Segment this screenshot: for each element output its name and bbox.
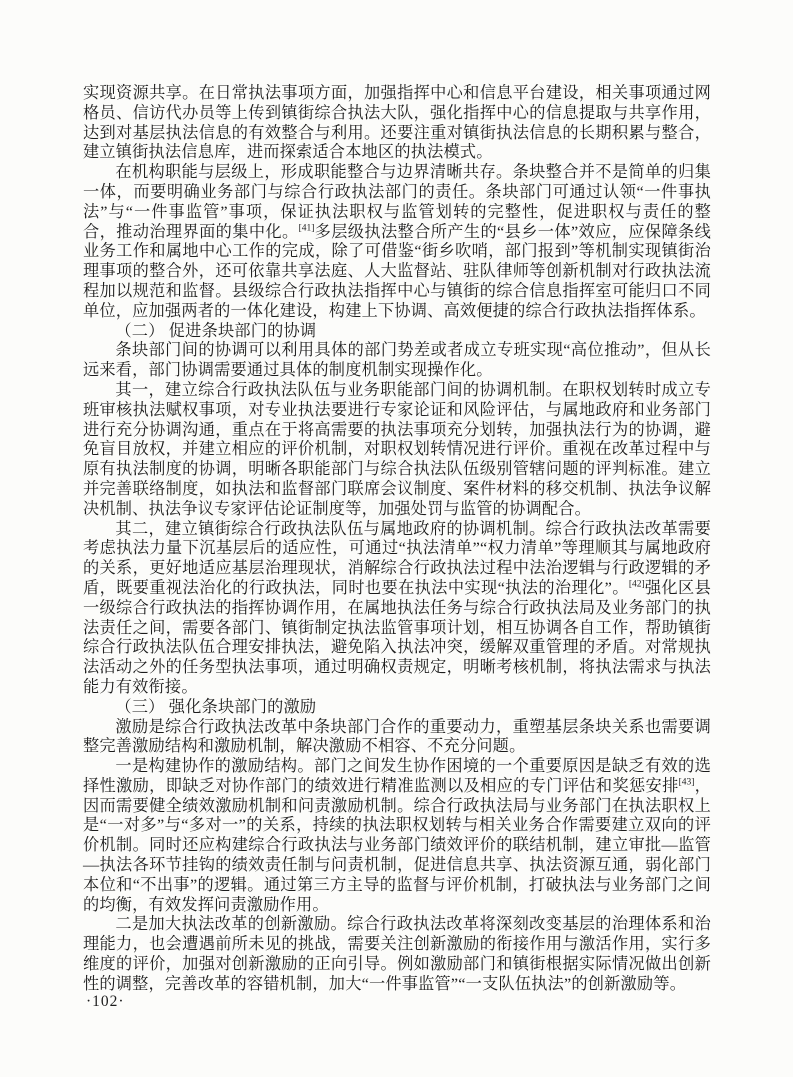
paragraph: 其二，建立镇街综合行政执法队伍与属地政府的协调机制。综合行政执法改革需要考虑执法力量下沉基层后的适应性，可通过“执法清单”“权力清单”等理顺其与属地政府的关系，更好地适应基层治理现状，消解综合行政执法过程中法治逻辑与行政逻辑的矛盾，既要重视法治化的行政执法，同时也要在执法中实现“执法的治理化”。[42]强化区县一级综合行政执法的指挥协调作用，在属地执法任务与综合行政执法局及业务部门的执法责任之间，需要各部门、镇街制定执法监管事项计划，相互协调各自工作，帮助镇街综合行政执法队伍合理安排执法，避免陷入执法冲突，缓解双重管理的矛盾。对常规执法活动之外的任务型执法事项，通过明确权责规定，明晰考核机制，将执法需求与执法能力有效衔接。 (83, 519, 711, 696)
section-heading: （二） 促进条块部门的协调 (115, 321, 317, 340)
footnote-ref: [42] (628, 579, 645, 590)
page-number: ·102· (86, 993, 125, 1010)
paragraph: 在机构职能与层级上，形成职能整合与边界清晰共存。条块整合并不是简单的归集一体，而要明确业务部门与综合行政执法部门的责任。条块部门可通过认领“一件事执法”与“一件事监管”事项，保证执法职权与监管划转的完整性，促进职权与责任的整合，推动治理界面的集中化。[41]多层级执法整合所产生的“县乡一体”效应，应保障条线业务工作和属地中心工作的完成，除了可借鉴“街乡吹哨，部门报到”等机制实现镇街治理事项的整合外，还可依靠共享法庭、人大监督站、驻队律师等创新机制对行政执法流程加以规范和监督。县级综合行政执法指挥中心与镇街的综合信息指挥室可能归口不同单位，应加强两者的一体化建设，构建上下协调、高效便捷的综合行政执法指挥体系。 (83, 163, 711, 320)
paragraph: 条块部门间的协调可以利用具体的部门势差或者成立专班实现“高位推动”，但从长远来看，部门协调需要通过具体的制度机制实现操作化。 (83, 341, 711, 380)
paragraph: 二是加大执法改革的创新激励。综合行政执法改革将深刻改变基层的治理体系和治理能力，也会遭遇前所未见的挑战，需要关注创新激励的衔接作用与激活作用，实行多维度的评价，加强对创新激励的正向引导。例如激励部门和镇街根据实际情况做出创新性的调整，完善改革的容错机制，加大“一件事监管”“一支队伍执法”的创新激励等。 (83, 915, 711, 993)
footnote-ref: [43] (678, 777, 695, 788)
paragraph: 激励是综合行政执法改革中条块部门合作的重要动力，重塑基层条块关系也需要调整完善激励结构和激励机制，解决激励不相容、不充分问题。 (83, 717, 711, 756)
paragraph: 其一，建立综合行政执法队伍与业务职能部门间的协调机制。在职权划转时成立专班审核执法赋权事项，对专业执法要进行专家论证和风险评估，与属地政府和业务部门进行充分协调沟通，重点在于将高需要的执法事项充分划转，加强执法行为的协调，避免盲目放权，并建立相应的评价机制，对职权划转情况进行评价。重视在改革过程中与原有执法制度的协调，明晰各职能部门与综合执法队伍级别管辖问题的评判标准。建立并完善联络制度，如执法和监督部门联席会议制度、案件材料的移交机制、执法争议解决机制、执法争议专家评估论证制度等，加强处罚与监管的协调配合。 (83, 380, 711, 518)
paragraph: 一是构建协作的激励结构。部门之间发生协作困境的一个重要原因是缺乏有效的选择性激励，即缺乏对协作部门的绩效进行精准监测以及相应的专门评估和奖惩安排[43]，因而需要健全绩效激励机制和问责激励机制。综合行政执法局与业务部门在执法职权上是“一对多”与“多对一”的关系，持续的执法职权划转与相关业务合作需要建立双向的评价机制。同时还应构建综合行政执法与业务部门绩效评价的联结机制，建立审批—监管—执法各环节挂钩的绩效责任制与问责机制，促进信息共享、执法资源互通，弱化部门本位和“不出事”的逻辑。通过第三方主导的监督与评价机制，打破执法与业务部门之间的均衡，有效发挥问责激励作用。 (83, 757, 711, 914)
footnote-ref: [41] (298, 223, 315, 234)
paragraph: 实现资源共享。在日常执法事项方面，加强指挥中心和信息平台建设，相关事项通过网格员、信访代办员等上传到镇街综合执法大队，强化指挥中心的信息提取与共享作用，达到对基层执法信息的有效整合与利用。还要注重对镇街执法信息的长期积累与整合，建立镇街执法信息库，进而探索适合本地区的执法模式。 (83, 84, 711, 162)
section-heading: （三） 强化条块部门的激励 (115, 697, 317, 716)
document-body (83, 84, 711, 995)
